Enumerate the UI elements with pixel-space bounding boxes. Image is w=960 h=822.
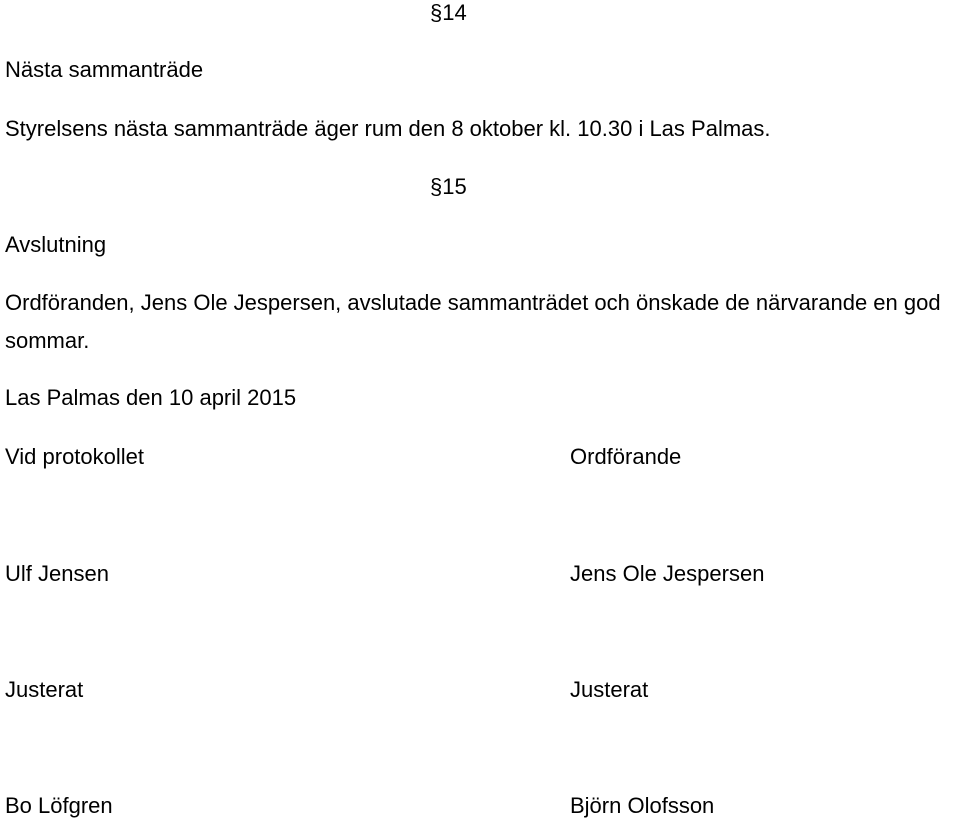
section-15-text: Ordföranden, Jens Ole Jespersen, avslutade sammanträdet och önskade de närvarande en god sommar. xyxy=(5,290,941,353)
signature-left-role: Vid protokollet xyxy=(5,444,145,469)
signature-left-adjusted-name: Bo Löfgren xyxy=(5,793,113,818)
signature-left-name: Ulf Jensen xyxy=(5,561,109,586)
section-14-text: Styrelsens nästa sammanträde äger rum den 8 oktober kl. 10.30 i Las Palmas. xyxy=(5,116,771,141)
signature-right-adjusted-name: Björn Olofsson xyxy=(570,793,715,818)
signature-right-adjusted-label: Justerat xyxy=(570,677,649,702)
signature-left-adjusted-label: Justerat xyxy=(5,677,84,702)
signature-right-role: Ordförande xyxy=(570,444,682,469)
section-14-number: §14 xyxy=(430,0,467,25)
place-date: Las Palmas den 10 april 2015 xyxy=(5,385,297,410)
signature-right-name: Jens Ole Jespersen xyxy=(570,561,765,586)
section-15-heading: Avslutning xyxy=(5,232,107,257)
section-14-heading: Nästa sammanträde xyxy=(5,57,204,82)
section-15-number: §15 xyxy=(430,174,467,199)
